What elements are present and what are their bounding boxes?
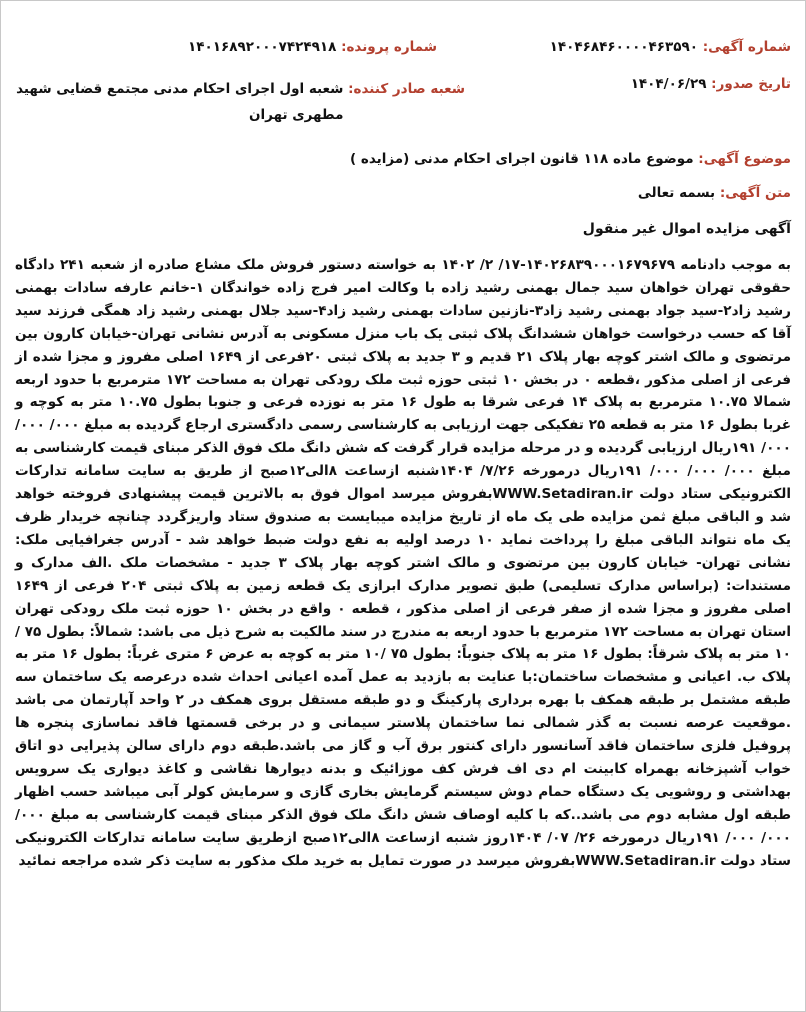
issuer-value: شعبه اول اجرای احکام مدنی مجتمع قضایی شهید مطهری تهران <box>16 81 344 123</box>
text-intro: بسمه تعالی <box>637 185 716 201</box>
issue-date-value: ۱۴۰۴/۰۶/۲۹ <box>630 76 707 92</box>
text-label: متن آگهی: <box>719 185 791 201</box>
issue-date-row <box>631 76 791 92</box>
issuer-label: شعبه صادر کننده: <box>348 81 465 97</box>
ad-number-value: ۱۴۰۴۶۸۴۶۰۰۰۰۴۶۳۵۹۰ <box>549 39 698 55</box>
notice-title: آگهی مزایده اموال غیر منقول <box>582 221 791 237</box>
file-number-row <box>188 39 437 55</box>
file-number-label: شماره پرونده: <box>341 39 437 55</box>
file-number-value: ۱۴۰۱۶۸۹۲۰۰۰۷۴۲۴۹۱۸ <box>188 39 337 55</box>
issue-date-label: تاریخ صدور: <box>711 76 791 92</box>
text-row <box>638 185 791 201</box>
ad-number-row <box>550 39 791 55</box>
subject-value: موضوع ماده ۱۱۸ قانون اجرای احکام مدنی (مزایده ) <box>350 151 694 167</box>
issuer-row <box>13 76 465 128</box>
subject-row <box>350 151 791 167</box>
subject-label: موضوع آگهی: <box>698 151 791 167</box>
notice-body <box>15 254 791 872</box>
ad-number-label: شماره آگهی: <box>702 39 791 55</box>
notice-body-text: به موجب دادنامه ۱۴۰۲۶۸۳۹۰۰۰۱۶۷۹۶۷۹-۱۷/ ۲/ ۱۴۰۲ به خواسته دستور فروش ملک مشاع صادره از شعبه ۲۴۱ دادگاه حقوقی تهران خواهان سید جمال بهمنی رشید زاده با وکالت امیر فرج زاده خواندگان ۱-خانم عارفه سادات بهمنی رشید زاد۲-سید جواد بهمنی رشید زاد۳-نازنین سادات بهمنی رشید زاد۴-سید جلال بهمنی رشید زاد همگی فرزند سید آقا که حسب درخواست خواهان ششدانگ پلاک ثبتی یک باب منزل مسکونی به آدرس نشانی تهران-خیابان کارون بین مرتضوی و مالک اشتر کوچه بهار پلاک ۲۱ قدیم و ۳ جدید به پلاک ثبتی ۲۰فرعی از ۱۶۴۹ اصلی مفروز و مجزا شده از فرعی از اصلی مذکور ،قطعه ۰ در بخش ۱۰ ثبتی حوزه ثبت ملک رودکی تهران به مساحت ۱۷۲ مترمربع با حدود اربعه شمالا ۱۰.۷۵ مترمربع به پلاک ۱۴ فرعی شرقا به طول ۱۶ متر به نوزده فرعی و جنوبا بطول ۱۰.۷۵ متر به کوچه و غربا بطول ۱۶ متر به قطعه ۲۵ تفکیکی جهت ارزیابی به کارشناسی رسمی دادگستری ارجاع گردیده به مبلغ ۰۰۰/ ۰۰۰/ ۰۰۰/ ۱۹۱ریال ارزیابی گردیده و در مرحله مزایده قرار گرفت که شش دانگ ملک فوق الذکر مبنای قیمت کارشناسی به مبلغ ۰۰۰/ ۰۰۰/ ۰۰۰/ ۱۹۱ریال درمورخه ۷/۲۶/ ۱۴۰۴شنبه ازساعت ۸الی۱۲صبح از طریق به سایت سامانه تدارکات الکترونیکی ستاد دولت WWW.Setadiran.irبفروش میرسد اموال فوق به بالاترین قیمت پیشنهادی فروخته خواهد شد و الباقی مبلغ ثمن مزایده طی یک ماه از تاریخ مزایده میبایست به صندوق ستاد واریزگردد چنانچه خریدار ظرف یک ماه نتواند الباقی مبلغ را پرداخت نماید ۱۰ درصد اولیه به نفع دولت ضبط خواهد شد - آدرس جغرافیایی ملک: نشانی تهران- خیابان کارون بین مرتضوی و مالک اشتر کوچه بهار پلاک ۳ جدید - مشخصات ملک .الف مدارک و مستندات: (براساس مدارک تسلیمی) طبق تصویر مدارک ابرازی یک قطعه زمین به پلاک ثبتی ۲۰۴ فرعی از ۱۶۴۹ اصلی مفروز و مجزا شده از صفر فرعی از اصلی مذکور ، قطعه ۰ واقع در بخش ۱۰ حوزه ثبت ملک رودکی تهران استان تهران به مساحت ۱۷۲ مترمربع با حدود اربعه به مندرج در سند مالکیت به شرح ذیل می باشد: شمالاً: بطول ۷۵ /۱۰ متر به پلاک شرقاً: بطول ۱۶ متر به پلاک جنوباً: بطول ۷۵ /۱۰ متر به کوچه به عرض ۶ متری غرباً: بطول ۱۶ متر به پلاک ب. اعیانی و مشخصات ساختمان:با عنایت به بازدید به عمل آمده اعیانی احداث شده درعرصه یک ساختمان سه طبقه مشتمل بر طبقه همکف با بهره برداری پارکینگ و دو طبقه مستقل بروی همکف در ۲ واحد آپارتمان می باشد .موقعیت عرصه نسبت به گذر شمالی نما ساختمان پلاستر سیمانی و در برخی قسمتها فاقد نماسازی پنجره ها پروفیل فلزی ساختمان فاقد آسانسور دارای کنتور برق آب و گاز می باشد.طبقه دوم دارای سالن پذیرایی دو اتاق خواب آشپزخانه بهمراه کابینت ام دی اف فرش کف موزائیک و بدنه دیوارها نقاشی و کاغذ دیواری یک سرویس بهداشتی و روشویی یک دستگاه حمام دوش سیستم گرمایش بخاری گازی و سرمایش کولر آبی میباشد حسب اظهار طبقه اول مشابه دوم می باشد..که با کلیه اوصاف شش دانگ ملک فوق الذکر مبنای قیمت کارشناسی به مبلغ ۰۰۰/ ۰۰۰/ ۰۰۰/ ۱۹۱ریال درمورخه ۲۶/ ۰۷/ ۱۴۰۴روز شنبه ازساعت ۸الی۱۲صبح ازطریق سایت سامانه تدارکات الکترونیکی ستاد دولت WWW.Setadiran.irبفروش میرسد در صورت تمایل به خرید ملک مذکور به سایت ذکر شده مراجعه نمائید <box>15 257 792 869</box>
